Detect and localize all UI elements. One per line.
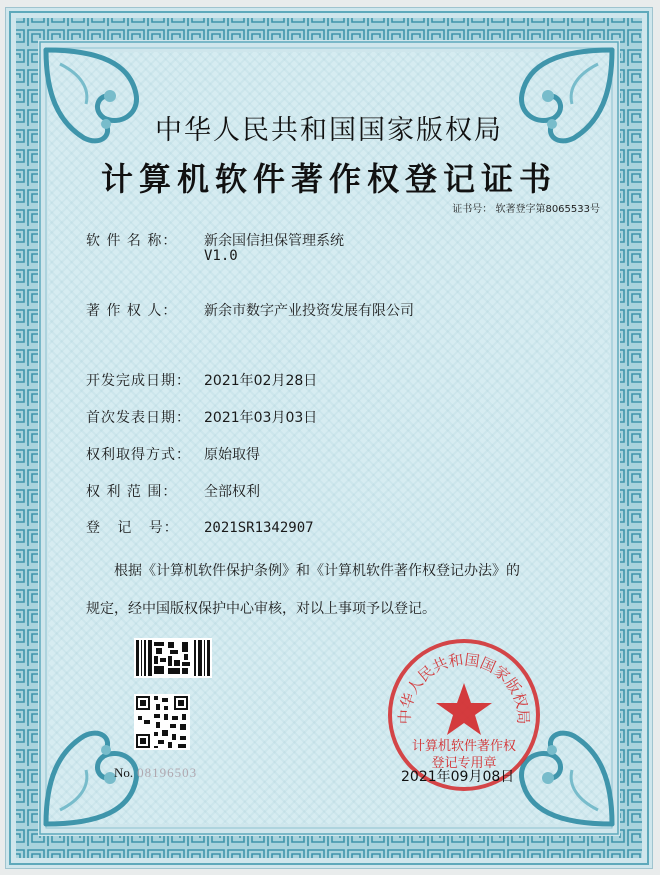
field-software-name (86, 230, 344, 250)
qr-code-icon (134, 694, 190, 750)
field-label: 开发完成日期： (86, 373, 191, 389)
field-value: 新余市数字产业投资发展有限公司 (204, 303, 414, 319)
field-acquisition-method (86, 444, 260, 464)
field-value: 2021年02月28日 (204, 373, 318, 389)
statement-line-2: 规定，经中国版权保护中心审核，对以上事项予以登记。 (86, 601, 436, 617)
serial-value: 08196503 (137, 765, 198, 780)
field-copyright-owner (86, 300, 414, 320)
field-publish-date (86, 407, 317, 427)
field-completion-date (86, 370, 317, 390)
field-value: 新余国信担保管理系统 (204, 233, 344, 249)
seal-inner-line-2: 登记专用章 (431, 756, 497, 771)
certificate-number-label: 证书号： (452, 204, 493, 215)
field-value: 全部权利 (204, 484, 260, 500)
software-version: V1.0 (204, 248, 238, 264)
certificate (6, 8, 652, 868)
certificate-number (452, 200, 600, 215)
field-registration-number (86, 517, 314, 537)
field-label: 著 作 权 人： (86, 303, 178, 319)
field-label: 权 利 范 围： (86, 484, 178, 500)
certificate-number-value: 软著登字第8065533号 (495, 204, 600, 215)
field-label: 登 记 号： (86, 520, 179, 536)
seal-ring-text: 中华人民共和国国家版权局 (395, 650, 533, 725)
barcode-icon (134, 638, 212, 678)
field-value: 原始取得 (204, 447, 260, 463)
serial-label: No. (114, 765, 134, 780)
issuer-title: 中华人民共和国国家版权局 (155, 115, 503, 146)
field-value: 2021SR1342907 (204, 520, 314, 536)
statement-line-1: 根据《计算机软件保护条例》和《计算机软件著作权登记办法》的 (114, 563, 520, 579)
field-label: 权利取得方式： (86, 447, 191, 463)
issue-date: 2021年09月08日 (401, 769, 515, 785)
serial-number (114, 765, 197, 781)
field-rights-scope (86, 481, 260, 501)
seal-inner-line-1: 计算机软件著作权 (411, 739, 516, 754)
field-label: 软 件 名 称： (86, 233, 178, 249)
certificate-title: 计算机软件著作权登记证书 (100, 160, 557, 198)
field-value: 2021年03月03日 (204, 410, 318, 426)
field-label: 首次发表日期： (86, 410, 191, 426)
